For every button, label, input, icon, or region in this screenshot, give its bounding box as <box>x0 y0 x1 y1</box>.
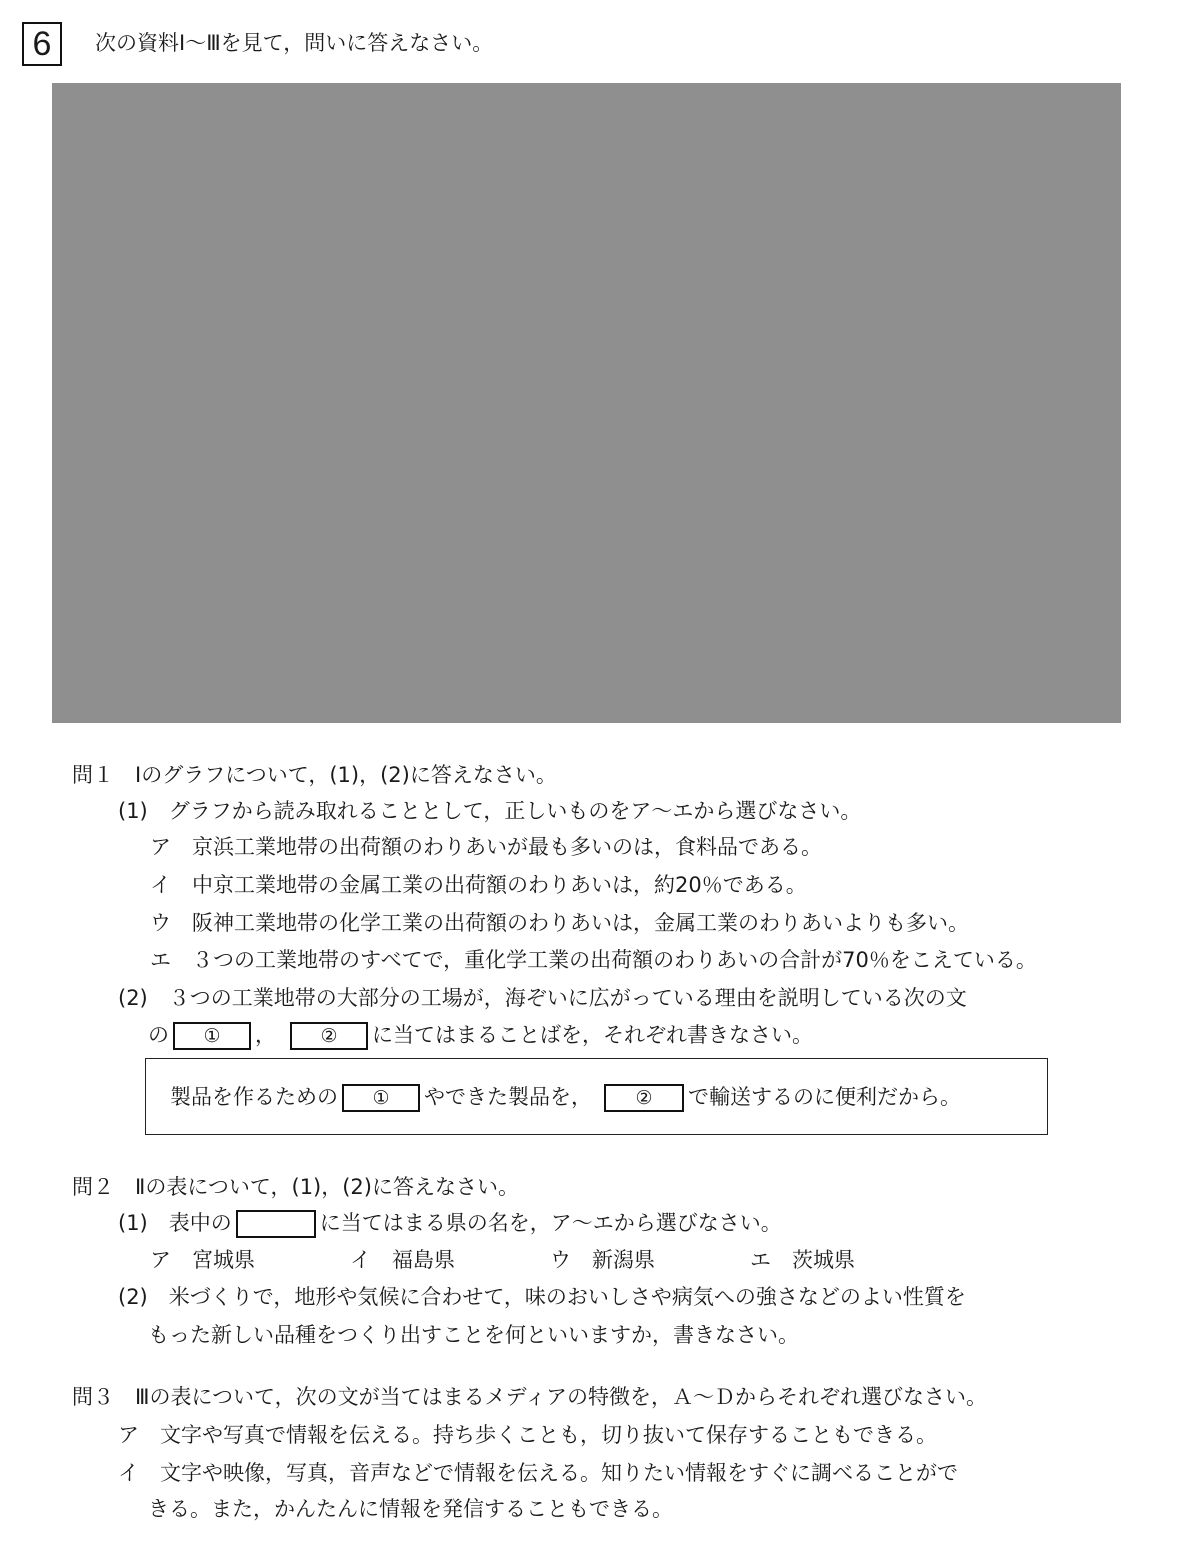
box-mid: やできた製品を， <box>424 1085 592 1109</box>
q1-2-post: に当てはまることばを，それぞれ書きなさい。 <box>372 1023 813 1047</box>
answer-blank-1: ① <box>173 1022 251 1050</box>
q2-2-line2: もった新しい品種をつくり出すことを何といいますか，書きなさい。 <box>148 1323 799 1347</box>
question-number-box: 6 <box>22 22 62 66</box>
box-blank-1: ① <box>342 1084 420 1112</box>
q3-item-a: ア 文字や写真で情報を伝える。持ち歩くことも，切り抜いて保存することもできる。 <box>118 1423 937 1447</box>
q1-2-prompt-line1: (2) ３つの工業地帯の大部分の工場が，海ぞいに広がっている理由を説明している次の文 <box>118 986 967 1010</box>
q2-1-post: に当てはまる県の名を，ア～エから選びなさい。 <box>319 1211 782 1235</box>
answer-blank-2: ② <box>290 1022 368 1050</box>
q2-1-pre: (1) 表中の <box>118 1211 232 1235</box>
q1-2-pre: の <box>148 1023 169 1047</box>
q1-1-option-u: ウ 阪神工業地帯の化学工業の出荷額のわりあいは，金属工業のわりあいよりも多い。 <box>150 911 969 935</box>
table-blank <box>236 1210 316 1238</box>
choice-i: イ 福島県 <box>350 1248 455 1272</box>
q3-heading: 問３ Ⅲの表について，次の文が当てはまるメディアの特徴を，Ａ～Ｄからそれぞれ選びなさい。 <box>72 1385 987 1409</box>
box-blank-2: ② <box>604 1084 684 1112</box>
choice-u: ウ 新潟県 <box>550 1248 655 1272</box>
q2-1-choices <box>150 1245 855 1275</box>
q1-heading: 問１ Ⅰのグラフについて，(1)，(2)に答えなさい。 <box>72 763 557 787</box>
q1-2-prompt-line2 <box>148 1020 813 1050</box>
choice-e: エ 茨城県 <box>750 1248 855 1272</box>
q1-2-sep: ， <box>255 1023 276 1047</box>
redacted-figure-area <box>52 83 1121 723</box>
box-pre: 製品を作るための <box>170 1085 338 1109</box>
instruction-text: 次の資料Ⅰ～Ⅲを見て，問いに答えなさい。 <box>95 31 494 55</box>
box-post: で輸送するのに便利だから。 <box>688 1085 961 1109</box>
fill-in-sentence <box>170 1082 961 1112</box>
q2-heading: 問２ Ⅱの表について，(1)，(2)に答えなさい。 <box>72 1175 519 1199</box>
choice-a: ア 宮城県 <box>150 1248 255 1272</box>
q1-1-prompt: (1) グラフから読み取れることとして，正しいものをア～エから選びなさい。 <box>118 799 862 823</box>
q2-1-prompt <box>118 1208 782 1238</box>
q1-1-option-e: エ ３つの工業地帯のすべてで，重化学工業の出荷額のわりあいの合計が70％をこえている。 <box>150 948 1037 972</box>
q1-1-option-i: イ 中京工業地帯の金属工業の出荷額のわりあいは，約20％である。 <box>150 873 807 897</box>
q1-1-option-a: ア 京浜工業地帯の出荷額のわりあいが最も多いのは，食料品である。 <box>150 835 822 859</box>
q3-item-i-line1: イ 文字や映像，写真，音声などで情報を伝える。知りたい情報をすぐに調べることがで <box>118 1461 958 1485</box>
q2-2-line1: (2) 米づくりで，地形や気候に合わせて，味のおいしさや病気への強さなどのよい性質を <box>118 1285 966 1309</box>
q3-item-i-line2: きる。また，かんたんに情報を発信することもできる。 <box>148 1497 673 1521</box>
